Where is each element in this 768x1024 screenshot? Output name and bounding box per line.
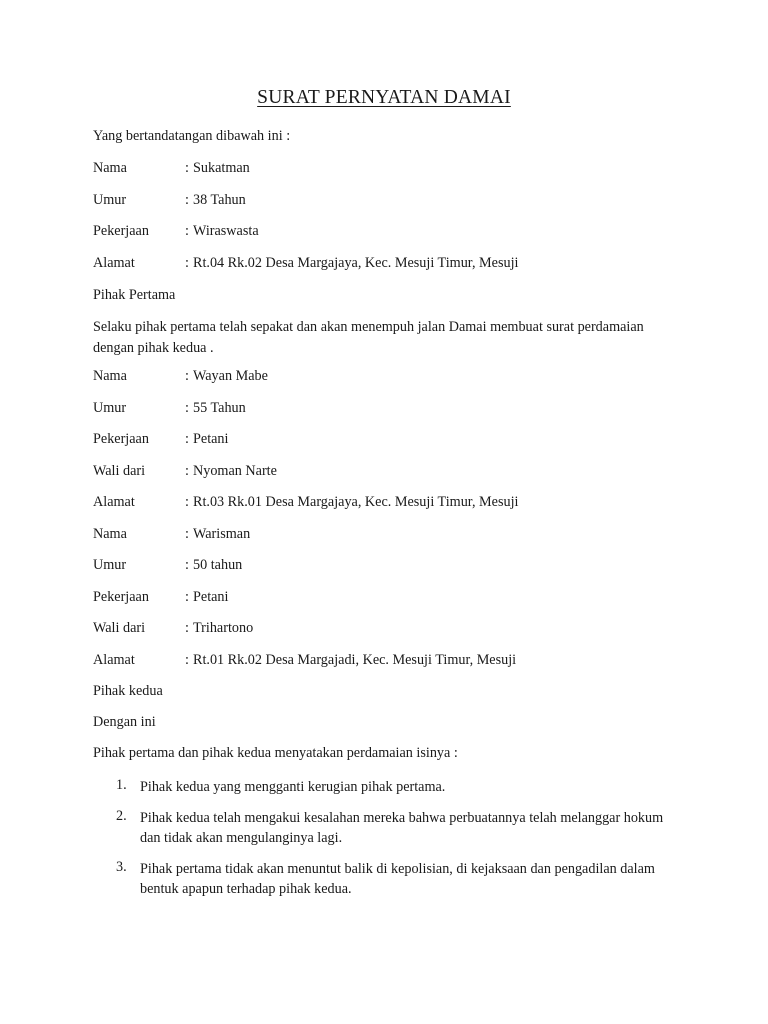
field-colon: : xyxy=(185,526,189,542)
field-value: 55 Tahun xyxy=(193,400,246,416)
field-colon: : xyxy=(185,652,189,668)
field-label: Nama xyxy=(93,526,127,542)
field-colon: : xyxy=(185,557,189,573)
field-value: Petani xyxy=(193,589,229,605)
field-label: Nama xyxy=(93,160,127,176)
field-value: Petani xyxy=(193,431,229,447)
field-label: Umur xyxy=(93,557,127,573)
field-label: Pekerjaan xyxy=(93,431,149,447)
field-alamat-2 xyxy=(93,494,518,511)
field-label: Nama xyxy=(93,368,127,384)
field-colon: : xyxy=(185,192,189,208)
field-label: Umur xyxy=(93,400,127,416)
field-colon: : xyxy=(185,160,189,176)
field-pekerjaan-2 xyxy=(93,431,228,448)
list-text: Pihak pertama tidak akan menuntut balik di kepolisian, di kejaksaan dan pengadilan dalam bentuk apapun terhadap pihak kedua. xyxy=(140,861,655,897)
field-colon: : xyxy=(185,223,189,239)
field-colon: : xyxy=(185,431,189,447)
field-value: 38 Tahun xyxy=(193,192,246,208)
field-colon: : xyxy=(185,620,189,636)
field-value: Trihartono xyxy=(193,620,254,636)
field-value: Wayan Mabe xyxy=(193,368,268,384)
field-value: Rt.04 Rk.02 Desa Margajaya, Kec. Mesuji Timur, Mesuji xyxy=(193,255,519,271)
list-text: Pihak kedua yang mengganti kerugian pihak pertama. xyxy=(140,779,446,795)
field-value: Warisman xyxy=(193,526,251,542)
field-value: Sukatman xyxy=(193,160,250,176)
field-value: Wiraswasta xyxy=(193,223,259,239)
field-nama-3 xyxy=(93,526,250,543)
field-umur-1 xyxy=(93,192,246,209)
field-value: Nyoman Narte xyxy=(193,463,277,479)
field-label: Alamat xyxy=(93,255,135,271)
field-alamat-1 xyxy=(93,255,518,272)
field-label: Alamat xyxy=(93,652,135,668)
agreement-intro: Pihak pertama dan pihak kedua menyatakan perdamaian isinya : xyxy=(93,745,458,761)
field-value: Rt.01 Rk.02 Desa Margajadi, Kec. Mesuji Timur, Mesuji xyxy=(193,652,517,668)
field-colon: : xyxy=(185,494,189,510)
list-number: 2. xyxy=(116,808,127,824)
field-wali-3 xyxy=(93,620,253,637)
field-alamat-3 xyxy=(93,652,516,669)
pihak-kedua-caption: Pihak kedua xyxy=(93,683,163,699)
field-colon: : xyxy=(185,368,189,384)
field-colon: : xyxy=(185,463,189,479)
field-colon: : xyxy=(185,400,189,416)
field-umur-2 xyxy=(93,400,246,417)
field-label: Wali dari xyxy=(93,463,146,479)
field-value: Rt.03 Rk.01 Desa Margajaya, Kec. Mesuji Timur, Mesuji xyxy=(193,494,519,510)
field-nama-1 xyxy=(93,160,250,177)
field-colon: : xyxy=(185,589,189,605)
document-title: SURAT PERNYATAN DAMAI xyxy=(257,87,511,108)
field-umur-3 xyxy=(93,557,242,574)
intro-text: Yang bertandatangan dibawah ini : xyxy=(93,128,291,144)
field-pekerjaan-1 xyxy=(93,223,259,240)
list-text: Pihak kedua telah mengakui kesalahan mereka bahwa perbuatannya telah melanggar hokum dan tidak akan mengulanginya lagi. xyxy=(140,810,664,846)
pihak-pertama-caption: Pihak Pertama xyxy=(93,287,176,303)
field-value: 50 tahun xyxy=(193,557,243,573)
field-label: Alamat xyxy=(93,494,135,510)
list-number: 3. xyxy=(116,859,127,875)
dengan-ini-text: Dengan ini xyxy=(93,714,156,730)
field-wali-2 xyxy=(93,463,277,480)
field-label: Pekerjaan xyxy=(93,223,149,239)
statement-paragraph: Selaku pihak pertama telah sepakat dan akan menempuh jalan Damai membuat surat perdamaian dengan pihak kedua . xyxy=(93,319,644,356)
field-label: Umur xyxy=(93,192,127,208)
list-number: 1. xyxy=(116,777,127,793)
field-label: Wali dari xyxy=(93,620,146,636)
field-colon: : xyxy=(185,255,189,271)
field-pekerjaan-3 xyxy=(93,589,228,606)
field-nama-2 xyxy=(93,368,268,385)
field-label: Pekerjaan xyxy=(93,589,149,605)
